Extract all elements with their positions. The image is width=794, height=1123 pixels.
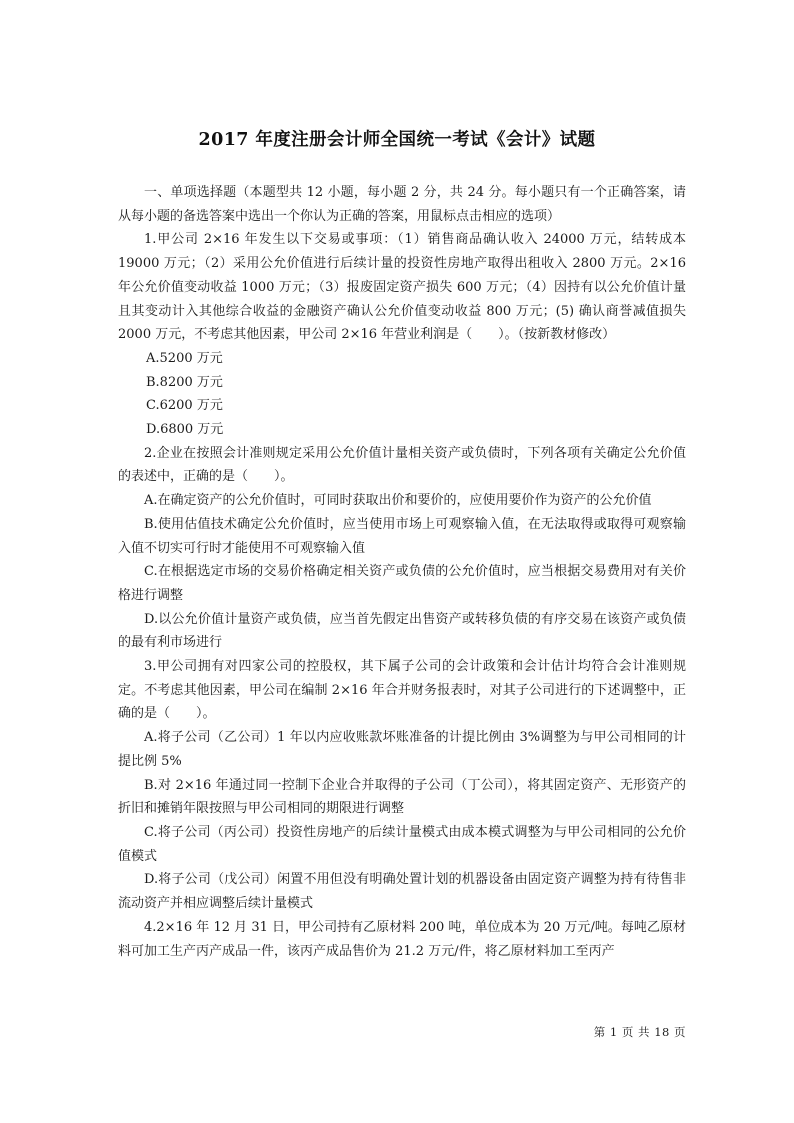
answer-option[interactable]: B.8200 万元 <box>146 374 223 390</box>
page-number: 第 1 页 共 18 页 <box>593 1025 686 1039</box>
answer-option[interactable]: A.将子公司（乙公司）1 年以内应收账款坏账准备的计提比例由 3%调整为与甲公司相同的计提比例 5% <box>118 730 686 769</box>
answer-option[interactable]: B.对 2×16 年通过同一控制下企业合并取得的子公司（丁公司），将其固定资产、无形资产的折旧和摊销年限按照与甲公司相同的期限进行调整 <box>118 777 686 817</box>
answer-option[interactable]: D.以公允价值计量资产或负债，应当首先假定出售资产或转移负债的有序交易在该资产或负债的最有利市场进行 <box>118 611 686 651</box>
answer-option[interactable]: A.5200 万元 <box>146 350 223 366</box>
question-stem: 2.企业在按照会计准则规定采用公允价值计量相关资产或负债时，下列各项有关确定公允价值的表述中，正确的是（ ）。 <box>118 445 686 485</box>
answer-option[interactable]: A.在确定资产的公允价值时，可同时获取出价和要价的，应使用要价作为资产的公允价值 <box>144 493 652 509</box>
answer-option[interactable]: C.6200 万元 <box>146 398 223 414</box>
answer-option[interactable]: B.使用估值技术确定公允价值时，应当使用市场上可观察输入值，在无法取得或取得可观察输入值不切实可行时才能使用不可观察输入值 <box>118 516 686 556</box>
answer-option[interactable]: C.在根据选定市场的交易价格确定相关资产或负债的公允价值时，应当根据交易费用对有关价格进行调整 <box>118 564 686 603</box>
answer-option[interactable]: D.将子公司（戊公司）闲置不用但没有明确处置计划的机器设备由固定资产调整为持有待售非流动资产并相应调整后续计量模式 <box>118 872 686 912</box>
document-title: 2017 年度注册会计师全国统一考试《会计》试题 <box>198 130 596 150</box>
answer-option[interactable]: D.6800 万元 <box>146 422 224 438</box>
question-stem: 1.甲公司 2×16 年发生以下交易或事项：（1）销售商品确认收入 24000 万元，结转成本 19000 万元；（2）采用公允价值进行后续计量的投资性房地产取得出租收入 2800 万元。2×16 年公允价值变动收益 1000 万元；（3）报废固定资产损失 600 万元；（4）因持有以公允价值计量且其变动计入其他综合收益的金融资产确认公允价值变动收益 800 万元；(5) 确认商誉减值损失 2000 万元，不考虑其他因素，甲公司 2×16 年营业利润是（ ）。（按新教材修改） <box>118 232 686 343</box>
section-intro: 一、单项选择题（本题型共 12 小题，每小题 2 分，共 24 分。每小题只有一个正确答案，请从每小题的备选答案中选出一个你认为正确的答案，用鼠标点击相应的选项） <box>118 185 686 224</box>
document-body <box>118 181 686 963</box>
question-stem: 4.2×16 年 12 月 31 日，甲公司持有乙原材料 200 吨，单位成本为 20 万元/吨。每吨乙原材料可加工生产丙产成品一件，该丙产成品售价为 21.2 万元/件，将乙原材料加工至丙产 <box>118 919 686 959</box>
question-stem: 3.甲公司拥有对四家公司的控股权，其下属子公司的会计政策和会计估计均符合会计准则规定。不考虑其他因素，甲公司在编制 2×16 年合并财务报表时，对其子公司进行的下述调整中，正确的是（ ）。 <box>118 659 686 722</box>
answer-option[interactable]: C.将子公司（丙公司）投资性房地产的后续计量模式由成本模式调整为与甲公司相同的公允价值模式 <box>118 824 686 864</box>
